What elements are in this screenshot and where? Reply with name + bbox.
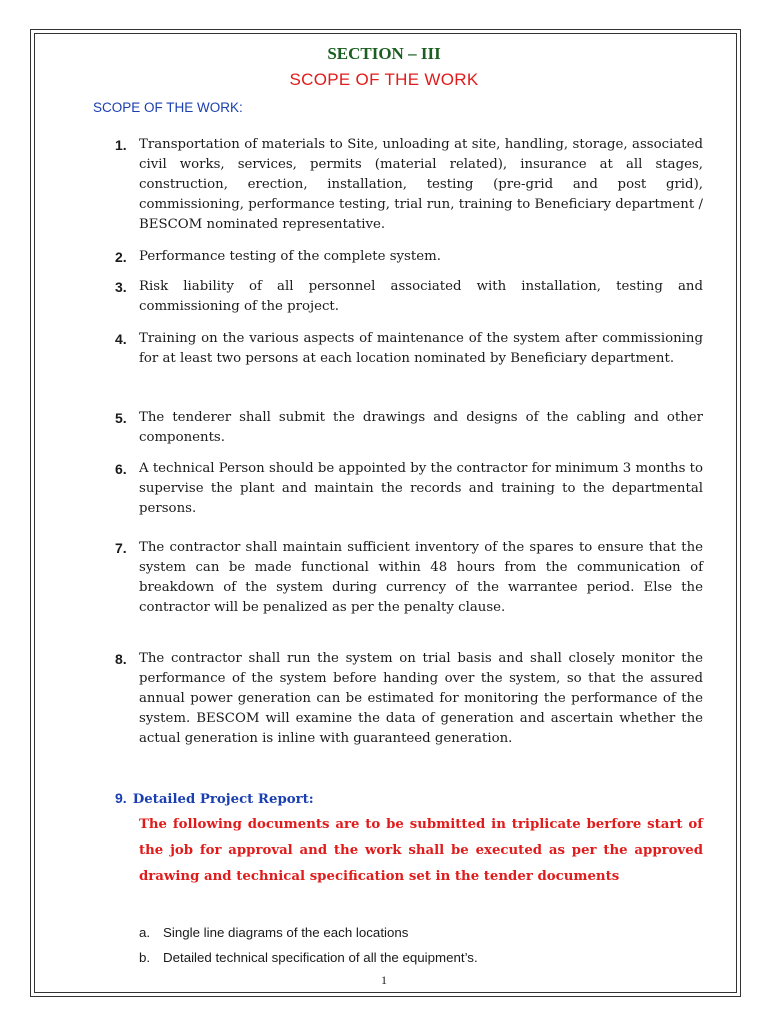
item-number: 2. <box>115 249 127 265</box>
list-item <box>115 277 703 317</box>
sub-item-text: Single line diagrams of the each locations <box>163 925 409 940</box>
list-item <box>115 247 703 267</box>
item-number: 8. <box>115 651 127 667</box>
item-number: 7. <box>115 540 127 556</box>
requirement-text: The following documents are to be submitted in triplicate berfore start of the job for approval and the work shall be executed as per the approved drawing and technical specification set in the tender documents <box>139 817 703 884</box>
list-item <box>115 329 703 369</box>
sub-list-item <box>139 925 408 940</box>
item-text: Risk liability of all personnel associated with installation, testing and commissioning of the project. <box>139 279 703 314</box>
item-text: Training on the various aspects of maintenance of the system after commissioning for at least two persons at each location nominated by Beneficiary department. <box>139 331 703 366</box>
list-item <box>115 459 703 519</box>
item-text: Performance testing of the complete system. <box>139 249 441 264</box>
page-number: 1 <box>381 973 387 987</box>
item-number: 9. <box>115 790 127 806</box>
item-text: The tenderer shall submit the drawings and designs of the cabling and other components. <box>139 410 703 445</box>
sub-item-label: a. <box>139 925 151 940</box>
sub-item-label: b. <box>139 950 151 965</box>
list-item <box>115 538 703 618</box>
item-number: 4. <box>115 331 127 347</box>
item-text: A technical Person should be appointed by the contractor for minimum 3 months to supervise the plant and maintain the records and training to the departmental persons. <box>139 461 703 516</box>
item-number: 6. <box>115 461 127 477</box>
item-text: The contractor shall maintain sufficient inventory of the spares to ensure that the system can be made functional within 48 hours from the communication of breakdown of the system during currency of the warrantee period. Else the contractor will be penalized as per the penalty clause. <box>139 540 703 615</box>
item-number: 5. <box>115 410 127 426</box>
item-number: 1. <box>115 137 127 153</box>
scope-title: SCOPE OF THE WORK <box>289 70 479 89</box>
list-item <box>115 135 703 235</box>
section-title: SECTION – III <box>327 44 441 63</box>
item-heading: Detailed Project Report: <box>132 792 314 807</box>
item-text: The contractor shall run the system on trial basis and shall closely monitor the performance of the system before handing over the system, so that the assured annual power generation can be estimated for monitoring the performance of the system. BESCOM will examine the data of generation and ascertain whether the actual generation is inline with guaranteed generation. <box>139 651 703 746</box>
sub-item-text: Detailed technical specification of all the equipment’s. <box>163 950 478 965</box>
list-item <box>115 649 703 749</box>
list-item-detailed-project-report <box>115 788 705 807</box>
item-text: Transportation of materials to Site, unloading at site, handling, storage, associated civil works, services, permits (material related), insurance at all stages, construction, erection, installation, testing (pre-grid and post grid), commissioning, performance testing, trial run, training to Beneficiary department / BESCOM nominated representative. <box>139 137 703 232</box>
list-item <box>115 408 703 448</box>
item-number: 3. <box>115 279 127 295</box>
scope-heading: SCOPE OF THE WORK: <box>93 100 243 115</box>
sub-list-item <box>139 950 478 965</box>
